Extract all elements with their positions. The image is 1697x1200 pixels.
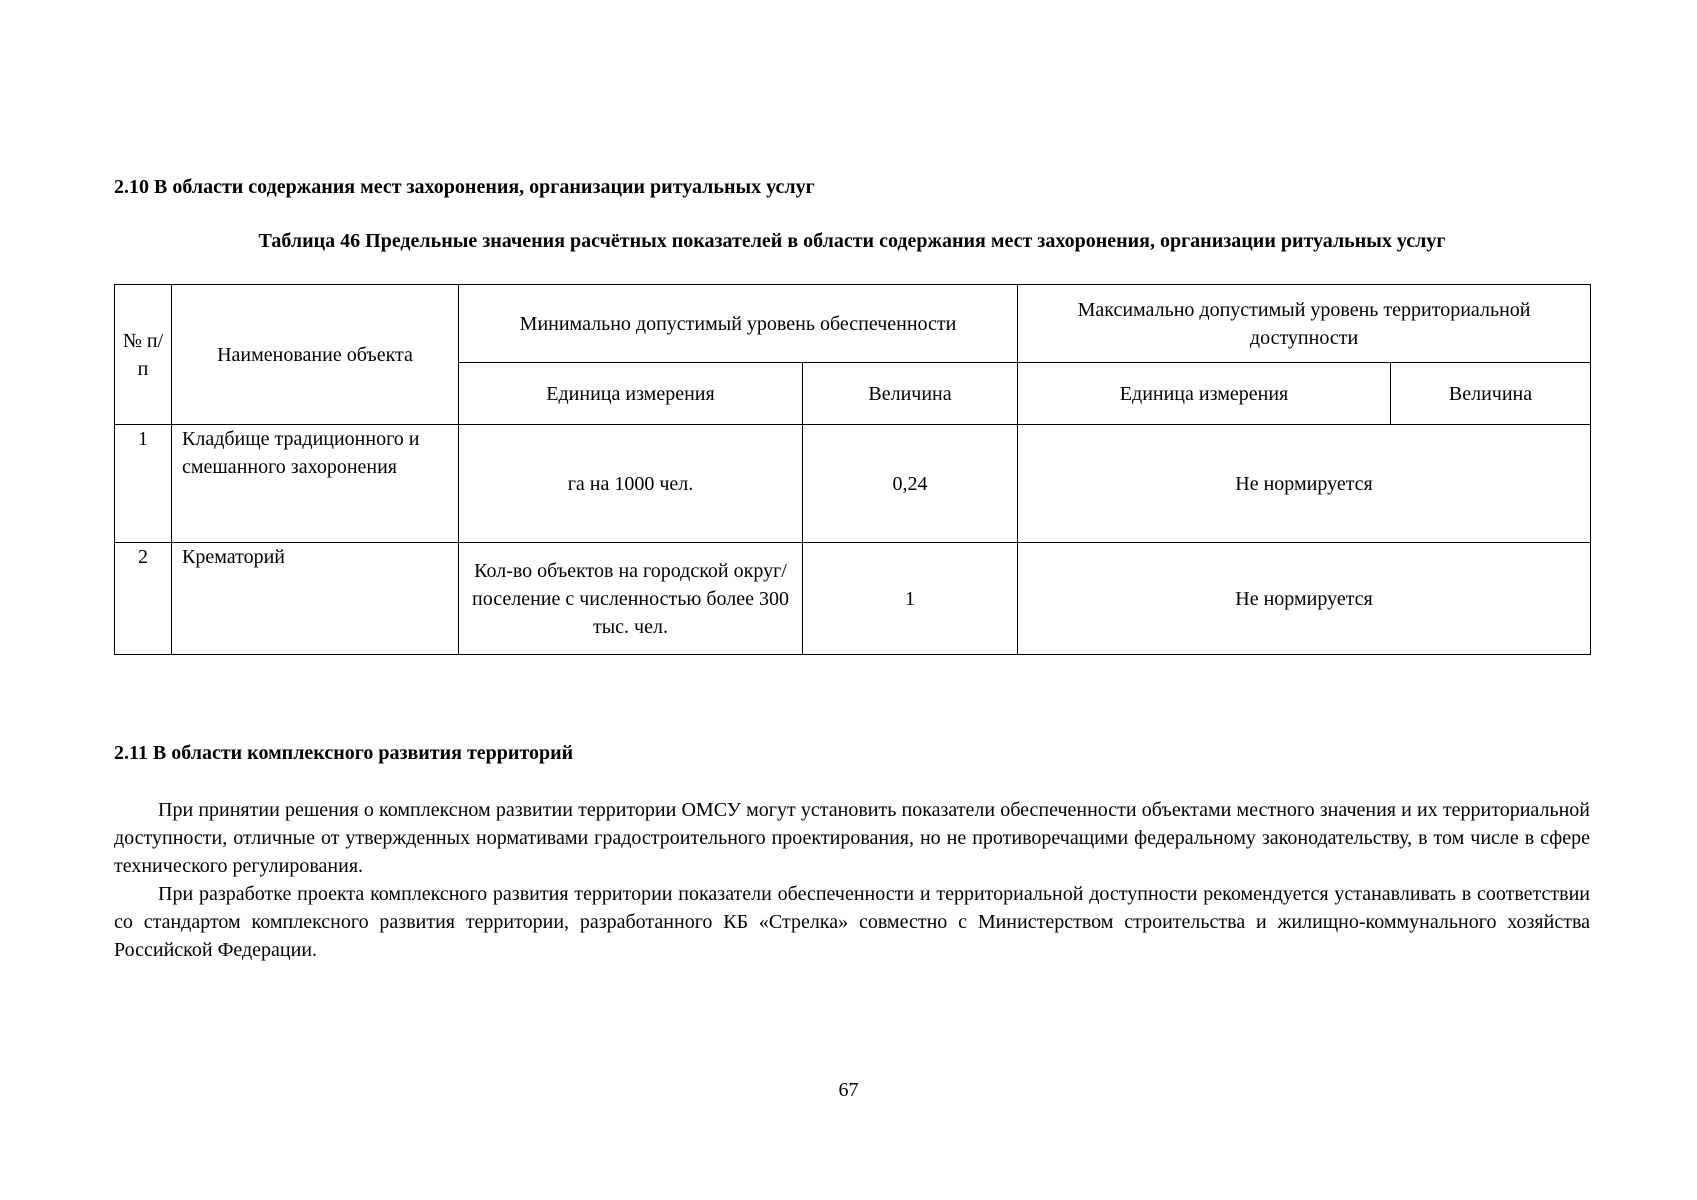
row-num-cell bbox=[115, 425, 172, 543]
row-unit-cell bbox=[459, 543, 803, 655]
subheader-max-unit-cell bbox=[1018, 363, 1391, 425]
subheader-min-value-cell bbox=[803, 363, 1018, 425]
body-paragraph: При принятии решения о комплексном развитии территории ОМСУ могут установить показатели обеспеченности объектами местного значения и их территориальной доступности, отличные от утвержденных нормативами градостроительного проектирования, но не противоречащими федеральному законодательству, в том числе в сфере технического регулирования. bbox=[114, 799, 1590, 877]
header-min-group-cell bbox=[459, 285, 1018, 363]
subheader-min-unit: Единица измерения bbox=[546, 382, 715, 405]
table-row bbox=[115, 543, 1591, 655]
table-row bbox=[115, 425, 1591, 543]
row-object-name: Крематорий bbox=[182, 546, 285, 568]
table-46-caption: Таблица 46 Предельные значения расчётных показателей в области содержания мест захоронения, организации ритуальных услуг bbox=[258, 230, 1446, 252]
row-value-cell bbox=[803, 425, 1018, 543]
row-value: 1 bbox=[905, 587, 915, 610]
row-num-cell bbox=[115, 543, 172, 655]
row-max-level: Не нормируется bbox=[1235, 472, 1373, 495]
subheader-min-unit-cell bbox=[459, 363, 803, 425]
row-num: 2 bbox=[138, 546, 148, 568]
row-value-cell bbox=[803, 543, 1018, 655]
row-num: 1 bbox=[138, 428, 148, 450]
row-max-level: Не нормируется bbox=[1235, 587, 1373, 610]
row-unit: Кол-во объектов на городской округ/поселение с численностью более 300 тыс. чел. bbox=[472, 559, 789, 638]
row-max-level-cell bbox=[1018, 425, 1591, 543]
row-object-name: Кладбище традиционного и смешанного захоронения bbox=[182, 428, 420, 478]
row-name-cell bbox=[172, 425, 459, 543]
subheader-max-value: Величина bbox=[1448, 382, 1533, 405]
header-max-level: Максимально допустимый уровень территориальной доступности bbox=[1077, 298, 1531, 349]
row-unit: га на 1000 чел. bbox=[567, 472, 694, 495]
subheader-max-value-cell bbox=[1391, 363, 1591, 425]
subheader-min-value: Величина bbox=[868, 382, 952, 405]
header-name-cell bbox=[172, 285, 459, 425]
row-value: 0,24 bbox=[892, 472, 928, 495]
header-num: № п/п bbox=[122, 329, 164, 380]
row-max-level-cell bbox=[1018, 543, 1591, 655]
subheader-max-unit: Единица измерения bbox=[1119, 382, 1289, 405]
row-unit-cell bbox=[459, 425, 803, 543]
body-paragraph: При разработке проекта комплексного развития территории показатели обеспеченности и территориальной доступности рекомендуется устанавливать в соответствии со стандартом комплексного развития территории, разработанного КБ «Стрелка» совместно с Министерством строительства и жилищно-коммунального хозяйства Российской Федерации. bbox=[114, 883, 1590, 961]
table-header-row bbox=[115, 285, 1591, 363]
section-2-10-heading: 2.10 В области содержания мест захоронения, организации ритуальных услуг bbox=[114, 176, 815, 198]
header-max-group-cell bbox=[1018, 285, 1591, 363]
section-2-11-heading: 2.11 В области комплексного развития территорий bbox=[114, 742, 574, 764]
header-object-name: Наименование объекта bbox=[217, 343, 413, 366]
page-number: 67 bbox=[838, 1079, 859, 1101]
header-num-cell bbox=[115, 285, 172, 425]
header-min-level: Минимально допустимый уровень обеспеченности bbox=[519, 312, 957, 335]
row-name-cell bbox=[172, 543, 459, 655]
norms-table-46 bbox=[114, 284, 1591, 655]
